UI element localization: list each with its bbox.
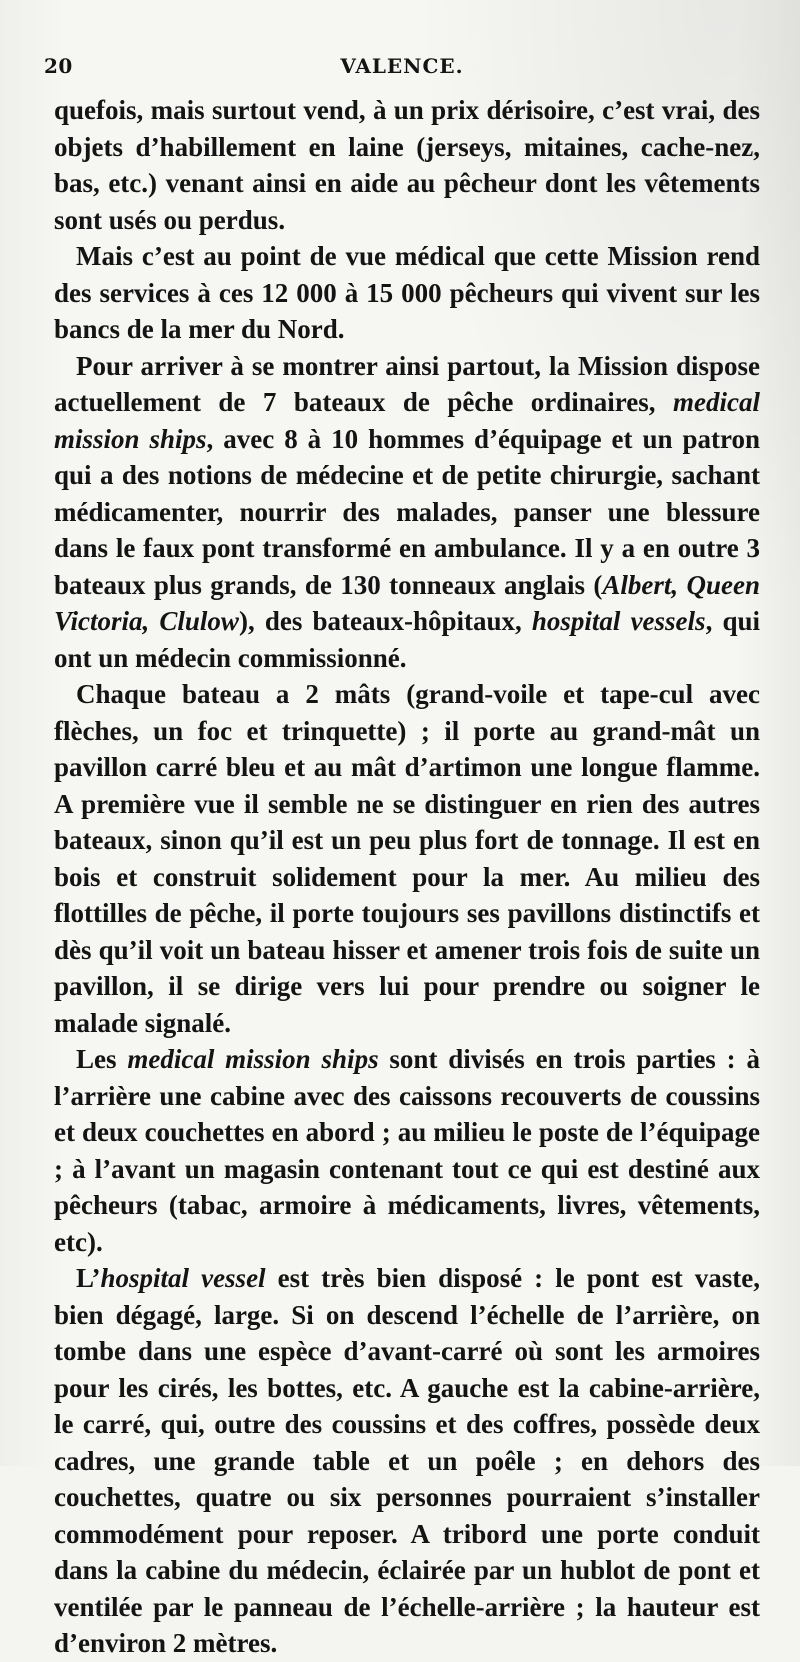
paragraph	[54, 1260, 760, 1662]
paragraph	[54, 1041, 760, 1260]
paragraph	[54, 348, 760, 677]
running-title: VALENCE.	[340, 54, 464, 78]
text-run: L’	[76, 1263, 101, 1293]
text-run: Chaque bateau a 2 mâts (grand-voile et tape-cul avec flèches, un foc et trinquette) ; il porte au grand-mât un pavillon carré bleu et au mât d’artimon une longue flamme. A première vue il semble ne se distinguer en rien des autres bateaux, sinon qu’il est un peu plus fort de tonnage. Il est en bois et construit solidement pour la mer. Au milieu des flottilles de pêche, il porte toujours ses pavillons distinctifs et dès qu’il voit un bateau hisser et amener trois fois de suite un pavillon, il se dirige vers lui pour prendre ou soigner le malade signalé.	[54, 679, 760, 1038]
page-header	[44, 54, 760, 88]
text-run: ), des bateaux-hôpitaux,	[238, 606, 532, 636]
paragraph	[54, 92, 760, 238]
page-number: 20	[44, 54, 73, 78]
text-run: est très bien disposé : le pont est vaste, bien dégagé, large. Si on descend l’échelle de l’arrière, on tombe dans une espèce d’avant-carré où sont les armoires pour les cirés, les bottes, etc. A gauche est la cabine-arrière, le carré, qui, outre des coussins et des coffres, possède deux cadres, une grande table et un poêle ; en dehors des couchettes, quatre ou six personnes pourraient s’installer commodément pour reposer. A tribord une porte conduit dans la cabine du médecin, éclairée par un hublot de pont et ventilée par le panneau de l’échelle-arrière ; la hauteur est d’environ 2 mètres.	[54, 1263, 761, 1658]
italic-term: hospital vessel	[100, 1263, 266, 1293]
text-run: quefois, mais surtout vend, à un prix dérisoire, c’est vrai, des objets d’habillement en laine (jerseys, mitaines, cache-nez, bas, etc.) venant ainsi en aide au pêcheur dont les vêtements sont usés ou perdus.	[54, 95, 760, 235]
italic-term: hospital vessels	[531, 606, 706, 636]
italic-term: medical mission ships	[54, 387, 760, 454]
paragraph	[54, 238, 760, 348]
paragraph	[54, 676, 760, 1041]
text-run: Pour arriver à se montrer ainsi partout, la Mission dispose actuellement de 7 bateaux de pêche ordinaires,	[54, 350, 760, 417]
text-run: Les	[76, 1044, 128, 1074]
body-text	[54, 92, 760, 1662]
text-run: , qui ont un médecin commissionné.	[54, 606, 760, 673]
italic-term: Albert, Queen Victoria, Clulow	[54, 569, 760, 636]
text-run: sont divisés en trois parties : à l’arrière une cabine avec des caissons recouverts de coussins et deux couchettes en abord ; au milieu le poste de l’équipage ; à l’avant un magasin contenant tout ce qui est destiné aux pêcheurs (tabac, armoire à médicaments, livres, vêtements, etc).	[54, 1044, 760, 1257]
text-run: Mais c’est au point de vue médical que cette Mission rend des services à ces 12 000 à 15 000 pêcheurs qui vivent sur les bancs de la mer du Nord.	[54, 241, 760, 344]
text-run: , avec 8 à 10 hommes d’équipage et un patron qui a des notions de médecine et de petite chirurgie, sachant médicamenter, nourrir des malades, panser une blessure dans le faux pont transformé en ambulance. Il y a en outre 3 bateaux plus grands, de 130 tonneaux anglais (	[54, 423, 760, 600]
italic-term: medical mission ships	[127, 1044, 379, 1074]
